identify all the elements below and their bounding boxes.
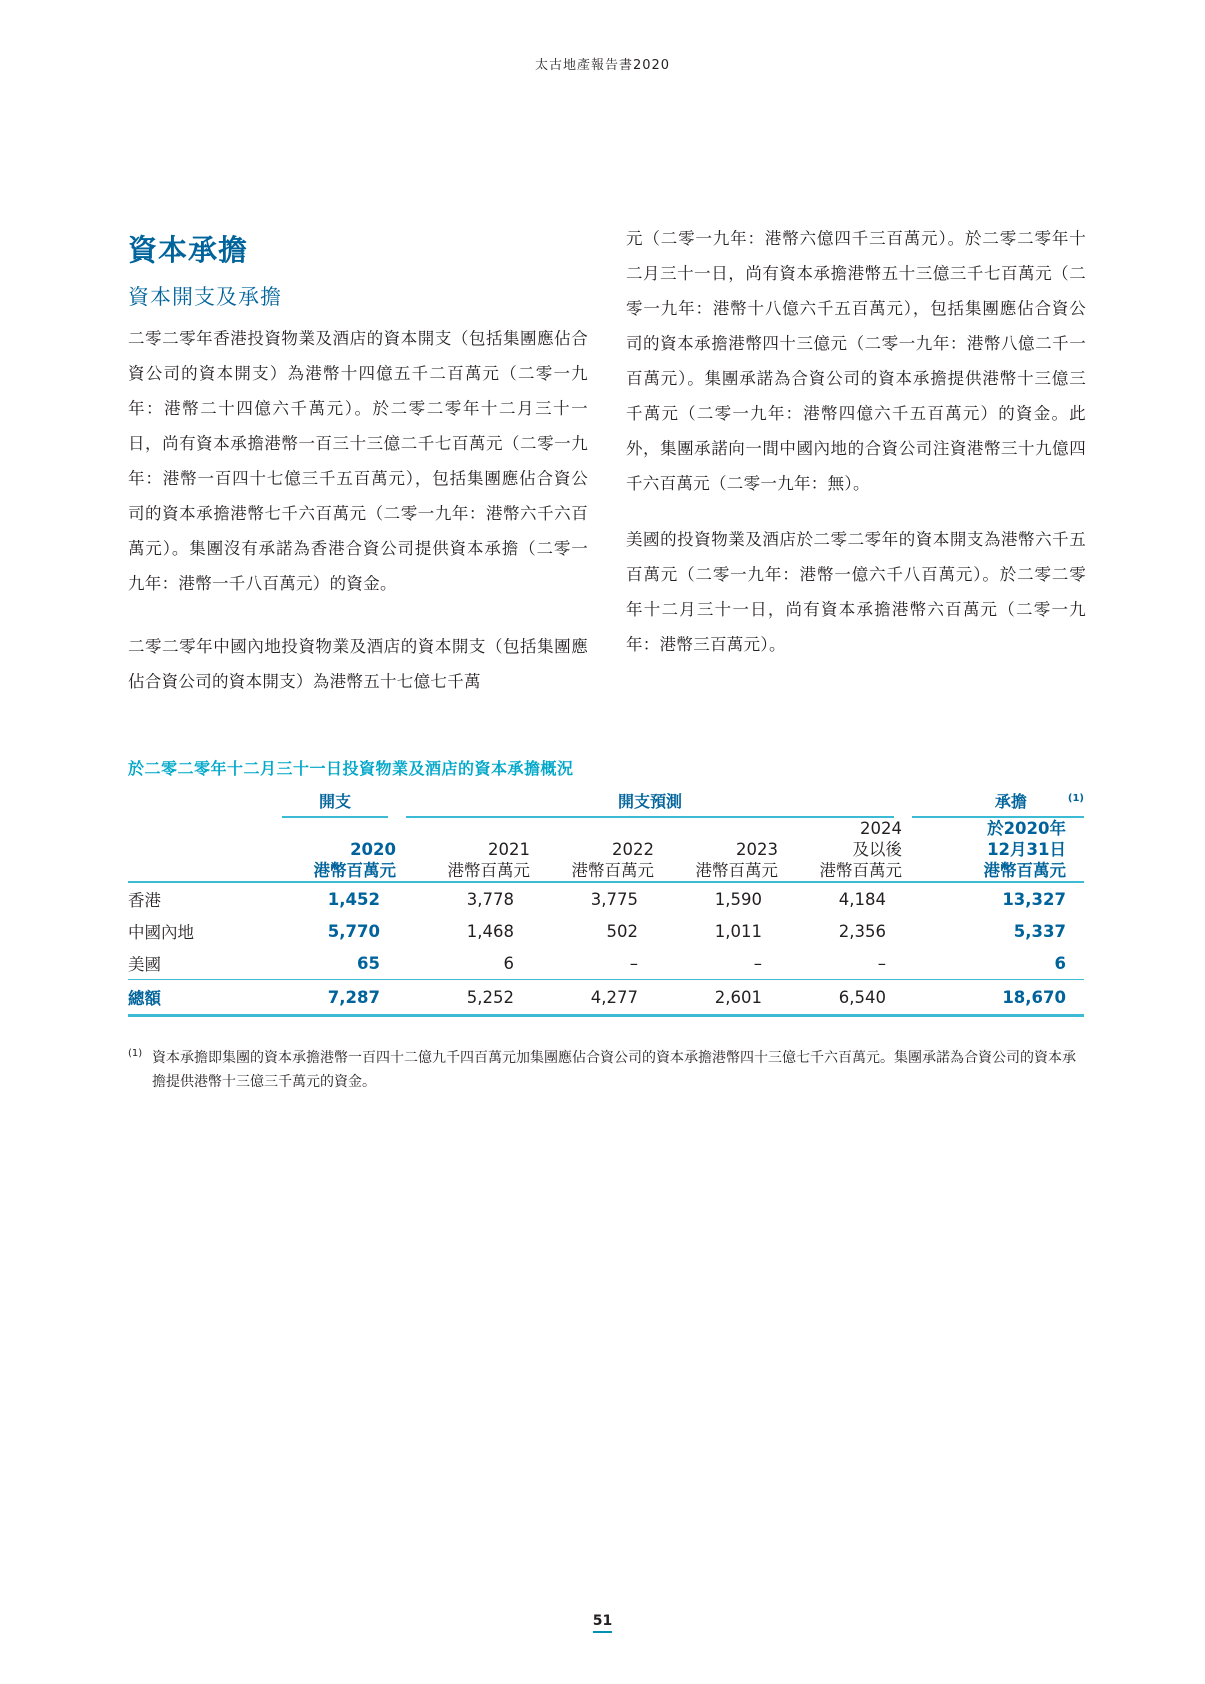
table-row	[128, 915, 1084, 947]
total-cell: 6,540	[778, 980, 902, 1016]
table-cell: –	[877, 953, 886, 973]
paragraph-usa: 美國的投資物業及酒店於二零二零年的資本開支為港幣六千五百萬元（二零一九年：港幣一億六千八百萬元）。於二零二零年十二月三十一日，尚有資本承擔港幣六百萬元（二零一九年：港幣三百萬元）。	[626, 530, 1086, 654]
table-cell: 6	[503, 953, 514, 973]
capex-table	[128, 789, 1084, 1017]
total-cell: 4,277	[530, 980, 654, 1016]
table-cell: 2,356	[838, 921, 886, 941]
table-cell: 13,327	[1002, 889, 1066, 909]
capex-table-section	[128, 756, 1084, 1017]
column-header-2024-onwards: 2024 及以後 港幣百萬元	[778, 818, 902, 882]
column-header-blank	[128, 818, 272, 882]
group-header-forecast: 開支預測	[396, 789, 902, 818]
table-row	[128, 882, 1084, 915]
table-cell: 5,770	[327, 921, 380, 941]
section-title: 資本承擔	[128, 233, 249, 267]
paragraph-hong-kong: 二零二零年香港投資物業及酒店的資本開支（包括集團應佔合資公司的資本開支）為港幣十四億五千二百萬元（二零一九年：港幣二十四億六千萬元）。於二零二零年十二月三十一日，尚有資本承擔港幣一百三十三億二千七百萬元（二零一九年：港幣一百四十七億三千五百萬元），包括集團應佔合資公司的資本承擔港幣七千六百萬元（二零一九年：港幣六千六百萬元）。集團沒有承諾為香港合資公司提供資本承擔（二零一九年：港幣一千八百萬元）的資金。	[128, 329, 588, 593]
page-number: 51	[0, 1613, 1205, 1629]
column-header-commitments: 於2020年 12月31日 港幣百萬元	[902, 818, 1084, 882]
table-cell: 6	[1054, 953, 1066, 973]
column-header-row	[128, 818, 1084, 882]
running-header: 太古地產報告書2020	[534, 58, 671, 73]
column-header-2022: 2022 港幣百萬元	[530, 818, 654, 882]
table-cell: 4,184	[838, 889, 886, 909]
column-header-2023: 2023 港幣百萬元	[654, 818, 778, 882]
column-header-2020: 2020 港幣百萬元	[272, 818, 396, 882]
row-label: 美國	[128, 955, 161, 974]
group-header-blank	[128, 789, 272, 818]
table-row	[128, 947, 1084, 980]
paragraph-chinese-mainland-cont: 元（二零一九年：港幣六億四千三百萬元）。於二零二零年十二月三十一日，尚有資本承擔港幣五十三億三千七百萬元（二零一九年：港幣十八億六千五百萬元），包括集團應佔合資公司的資本承擔港幣四十三億元（二零一九年：港幣八億二千一百萬元）。集團承諾為合資公司的資本承擔提供港幣十三億三千萬元（二零一九年：港幣四億六千五百萬元）的資金。此外，集團承諾向一間中國內地的合資公司注資港幣三十九億四千六百萬元（二零一九年：無）。	[626, 229, 1086, 493]
table-cell: 3,775	[590, 889, 638, 909]
group-header-row	[128, 789, 1084, 818]
table-cell: 1,452	[327, 889, 380, 909]
table-cell: 1,468	[466, 921, 514, 941]
group-header-commitments: 承擔 $^{(1)}$	[902, 789, 1084, 818]
footnote-marker: (1)	[128, 1048, 143, 1059]
table-cell: –	[753, 953, 762, 973]
right-column	[626, 228, 1086, 690]
row-label: 香港	[128, 891, 161, 910]
group-header-expenditure: 開支	[272, 789, 396, 818]
total-cell: 2,601	[654, 980, 778, 1016]
table-cell: 1,011	[714, 921, 762, 941]
table-cell: 65	[357, 953, 380, 973]
table-cell: 502	[606, 921, 638, 941]
footnote-text: 資本承擔即集團的資本承擔港幣一百四十二億九千四百萬元加集團應佔合資公司的資本承擔港幣四十三億七千六百萬元。集團承諾為合資公司的資本承擔提供港幣十三億三千萬元的資金。	[152, 1050, 1076, 1090]
column-header-2021: 2021 港幣百萬元	[396, 818, 530, 882]
footnote-ref: (1)	[1067, 793, 1084, 804]
total-cell: 18,670	[902, 980, 1084, 1016]
table-cell: –	[629, 953, 638, 973]
total-cell: 5,252	[396, 980, 530, 1016]
footnote	[128, 1046, 1084, 1094]
total-row	[128, 980, 1084, 1016]
table-title: 於二零二零年十二月三十一日投資物業及酒店的資本承擔概況	[128, 759, 574, 778]
table-cell: 1,590	[714, 889, 762, 909]
paragraph-chinese-mainland-start: 二零二零年中國內地投資物業及酒店的資本開支（包括集團應佔合資公司的資本開支）為港幣五十七億七千萬	[128, 637, 588, 691]
left-column	[128, 228, 588, 727]
sub-title: 資本開支及承擔	[128, 285, 282, 309]
total-label: 總額	[128, 980, 272, 1016]
total-cell: 7,287	[272, 980, 396, 1016]
row-label: 中國內地	[128, 923, 194, 942]
table-cell: 5,337	[1013, 921, 1066, 941]
table-cell: 3,778	[466, 889, 514, 909]
